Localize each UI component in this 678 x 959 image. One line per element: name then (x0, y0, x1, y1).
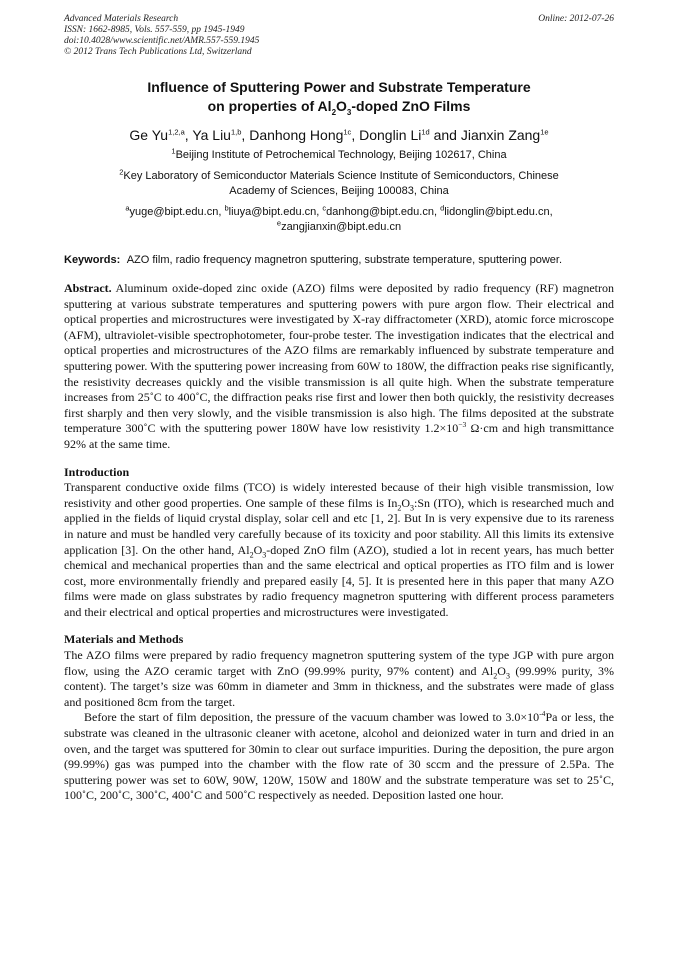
title-line-1: Influence of Sputtering Power and Substrate Temperature (147, 79, 531, 95)
email-address[interactable]: $^c$danhong@bipt.edu.cn (322, 203, 434, 218)
journal-header (64, 14, 614, 58)
online-date: Online: 2012-07-26 (538, 14, 614, 24)
introduction-paragraph: Transparent conductive oxide films (TCO) is widely interested because of their high visible transmission, low resistivity and other good properties. One sample of these films is $In_2O_3:Sn$ (ITO), which is researched much and applied in the fields of liquid crystal display, solar cell and etc [1, 2]. But In is very expensive due to its rareness in nature and must be handled very carefully because of its toxicity and poor stability. All this limits its extensive application [3]. On the other hand, $Al_2O_3$-doped ZnO film (AZO), studied a lot in recent years, has much better chemical and mechanical properties than and the same electrical and optical properties as ITO film and is lower cost, more environmentally friendly and prepared easily [4, 5]. It is presented here in this paper that many AZO films were made on glass substrates by radio frequency magnetron sputtering with different process parameters and their electrical and optical properties and microstructures were investigated. (64, 480, 615, 619)
email-list: $^a$yuge@bipt.edu.cn, $^b$liuya@bipt.edu.cn, $^c$danhong@bipt.edu.cn, $^d$lidonglin@bipt.edu.cn, $^e$zangjianxin@bipt.edu.cn (125, 203, 553, 233)
methods-paragraph-1: The AZO films were prepared by radio frequency magnetron sputtering system of the type JGP with pure argon flow, using the AZO ceramic target with ZnO (99.99% purity, 97% content) and $Al_2O_3$ (99.99% purity, 3% content). The target’s size was 60mm in diameter and 3mm in thickness, and the substrates were made of glass and positioned 8cm from the target. (64, 648, 614, 709)
email-address[interactable]: $^d$lidonglin@bipt.edu.cn (440, 203, 550, 218)
paper-page (64, 14, 614, 804)
author: Ge Yu$^{1,2,a}$, (129, 127, 193, 143)
author: Donglin $Li^{1d}$ and (359, 127, 461, 143)
author: Ya Liu$^{1,b}$, (192, 127, 250, 143)
keywords (64, 253, 614, 268)
email-address[interactable]: $^b$liuya@bipt.edu.cn (224, 203, 317, 218)
author: Danhong Hong$^{1c}$, (249, 127, 360, 143)
keywords-label: Keywords: (64, 254, 121, 266)
email-address[interactable]: $^a$yuge@bipt.edu.cn (125, 203, 219, 218)
methods-paragraph-2: Before the start of film deposition, the pressure of the vacuum chamber was lowed to $3.0\times 10^{-4}Pa$ or less, the substrate was cleaned in the ultrasonic cleaner with acetone, alcohol and deionized water in turn and dried in an oven, and the target was sputtered for 30min to clear out surface impurities. During the deposition, the pure argon (99.99%) gas was pumped into the chamber with the flow rate of 30 sccm and the pressure of 2.5Pa. The sputtering power was set to 60W, 90W, 120W, 150W and 180W and the substrate temperature was set to 25˚C, 100˚C, 200˚C, 300˚C, 400˚C and 500˚C respectively as needed. Deposition lasted one hour. (64, 709, 615, 803)
paper-title (64, 78, 614, 116)
title-line-2: on properties of $Al_2O_3$-doped ZnO Films (207, 98, 471, 117)
issn-line: ISSN: 1662-8985, Vols. 557-559, pp 1945-1949 (64, 25, 245, 35)
doi-line: doi:10.4028/www.scientific.net/AMR.557-559.1945 (64, 36, 260, 46)
introduction-heading: Introduction (64, 464, 130, 479)
email-address[interactable]: $^e$zangjianxin@bipt.edu.cn (276, 218, 402, 233)
author: Jianxin Zang$^{1e}$ (460, 127, 549, 143)
affiliation-1: $^1$Beijing Institute of Petrochemical Technology, Beijing 102617, China (171, 146, 507, 161)
copyright-line: © 2012 Trans Tech Publications Ltd, Switzerland (64, 47, 252, 57)
affiliation-2: $^2$Key Laboratory of Semiconductor Materials Science Institute of Semiconductors, Chinese Academy of Sciences, Beijing 100083, China (119, 167, 559, 197)
methods-heading: Materials and Methods (64, 632, 184, 647)
journal-name: Advanced Materials Research (64, 14, 179, 24)
abstract: Abstract. Aluminum oxide-doped zinc oxide (AZO) films were deposited by radio frequency (RF) magnetron sputtering at various substrate temperatures and sputtering powers with pure argon flow. Their electrical and optical properties and microstructures were investigated by X-ray diffractometer (XRD), atomic force microscope (AFM), ultraviolet-visible spectrophotometer, four-probe tester. The investigation indicates that the electrical and optical properties and microstructures of the AZO films are remarkably influenced by substrate temperature and sputtering power. With the sputtering power increasing from 60W to 180W, the diffraction peaks rise significantly, the resistivity decreases quickly and the visible transmission is all quite high. When the substrate temperature increases from 25˚C to 400˚C, the diffraction peaks rise first and lower then both quickly, the resistivity decreases first sharply and then very slowly, and the visible transmission is also high. The films deposited at the substrate temperature 300˚C with the sputtering power 180W have low resistivity $1.2\times 10^{-3}$ Ω·cm and high transmittance 92% at the same time. (64, 281, 614, 451)
author-list (64, 125, 614, 145)
keywords-text: AZO film, radio frequency magnetron sputtering, substrate temperature, sputtering power. (126, 254, 563, 266)
